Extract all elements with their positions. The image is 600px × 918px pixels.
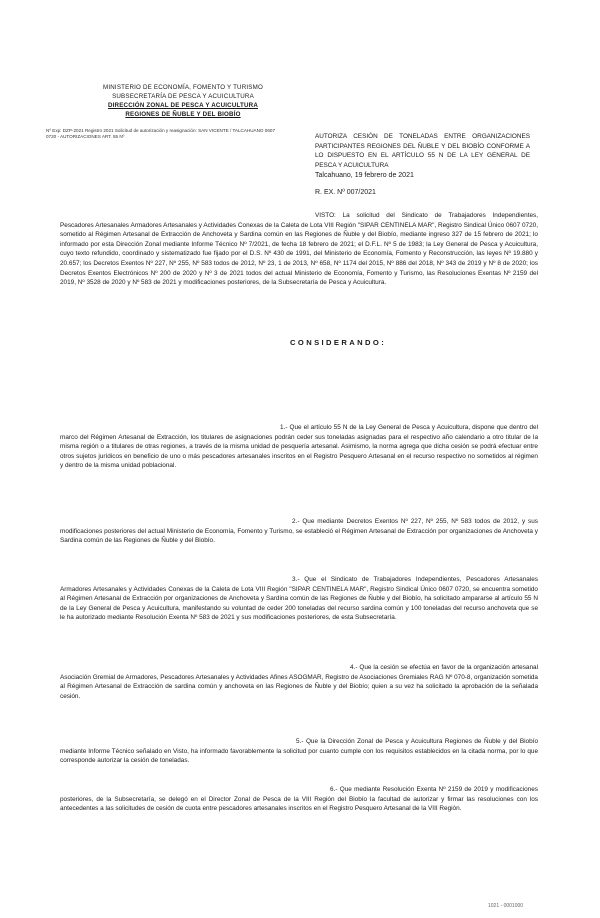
date-line: Talcahuano, 19 febrero de 2021 <box>315 172 414 179</box>
ministry-line: MINISTERIO DE ECONOMÍA, FOMENTO Y TURISMO <box>102 84 264 91</box>
considerando-point: 2.- Que mediante Decretos Exentos Nº 227, Nº 255, Nº 583 todos de 2012, y sus modificaciones posteriores del actual Ministerio de Economía, Fomento y Turismo, se estableció el Régimen Artesanal de Extracción por organizaciones de Anchoveta y Sardina común de las Regiones de Ñuble y del Biobío. <box>60 518 538 545</box>
resolution-number: R. EX. Nº 007/2021 <box>315 189 376 196</box>
considerando-point: 3.- Que el Sindicato de Trabajadores Independientes, Pescadores Artesanales Armadores Artesanales y Actividades Conexas de la Caleta de Lota VIII Región "SIPAR CENTINELA MAR", Registro Sindical Único 0607 0720, se encuentra sometido al Régimen Artesanal de Extracción por organizaciones de Anchoveta y Sardina común de las Regiones de Ñuble y del Biobío, ha solicitado ampararse al artículo 55 N de la Ley General de Pesca y Acuicultura, manifestando su voluntad de ceder 200 toneladas del recurso sardina común y 100 toneladas del recurso anchoveta que se le ha autorizado mediante Resolución Exenta Nº 583 de 2021 y sus modificaciones posteriores, de esta Subsecretaría. <box>60 576 538 622</box>
reference-note: Nº Exp: DZP-2021 Registro 2021 Solicitud de autorización y reasignación: SAN VICENTE / TALCAHUANO 0607 0720 - AUTORIZACIONES ART. 55 Nº <box>46 128 276 139</box>
subsecretaria-line: SUBSECRETARÍA DE PESCA Y ACUICULTURA <box>112 93 254 100</box>
regiones-line: REGIONES DE ÑUBLE Y DEL BIOBÍO <box>125 111 241 118</box>
page-footer: 1021 - 0001000 <box>488 903 524 909</box>
considerando-point: 1.- Que el artículo 55 N de la Ley General de Pesca y Acuicultura, dispone que dentro del marco del Régimen Artesanal de Extracción, los titulares de asignaciones podrán ceder sus toneladas asignadas para el respectivo año calendario a otro titular de la misma región o a titulares de otras regiones, a través de la misma unidad de pesquería artesanal. Asimismo, la norma agrega que dicha cesión se podrá efectuar entre otros sujetos jurídicos en beneficio de uno o más pescadores artesanales inscritos en el Registro Pesquero Artesanal en el recurso respectivo no sometidos al régimen y dentro de la misma unidad poblacional. <box>60 424 538 470</box>
letterhead <box>58 83 308 119</box>
direccion-line: DIRECCIÓN ZONAL DE PESCA Y ACUICULTURA <box>107 102 259 109</box>
considerando-point: 6.- Que mediante Resolución Exenta Nº 2159 de 2019 y modificaciones posteriores, de la Subsecretaría, se delegó en el Director Zonal de Pesca de la VIII Región del Biobío la facultad de autorizar y firmar las resoluciones con los antecedentes a las solicitudes de cesión de cuota entre pescadores artesanales inscritos en el Registro Pesquero Artesanal de la VIII Región. <box>60 786 538 813</box>
considerando-point: 4.- Que la cesión se efectúa en favor de la organización artesanal Asociación Gremial de Armadores, Pescadores Artesanales y Actividades Afines ASOGMAR, Registro de Asociaciones Gremiales RAG Nº 070-8, organización sometida al Régimen Artesanal de Extracción de sardina común y anchoveta en las Regiones de Ñuble y del Biobío; quien a su vez ha solicitado la aprobación de la señalada cesión. <box>60 664 538 700</box>
considerando-heading: CONSIDERANDO: <box>290 338 387 347</box>
visto-paragraph: VISTO: La solicitud del Sindicato de Trabajadores Independientes, Pescadores Artesanales Armadores Artesanales y Actividades Conexas de la Caleta de Lota VIII Región "SIPAR CENTINELA MAR", Registro Sindical Único 0607 0720, sometido al Régimen Artesanal de Extracción de Anchoveta y Sardina común en las Regiones de Ñuble y del Biobío, mediante ingreso 327 de 15 febrero de 2021; lo informado por esta Dirección Zonal mediante Informe Técnico Nº 7/2021, de fecha 18 febrero de 2021; el D.F.L. Nº 5 de 1983; la Ley General de Pesca y Acuicultura, cuyo texto refundido, coordinado y sistematizado fue fijado por el D.S. Nº 430 de 1991, del Ministerio de Economía, Fomento y Reconstrucción, las leyes Nº 19.880 y 20.657; los Decretos Exentos Nº 227, Nº 255, Nº 583 todos de 2012, Nº 23, 1 de 2013, Nº 658, Nº 1174 del 2015, Nº 886 del 2018, Nº 343 de 2019 y Nº 8 de 2020; los Decretos Exentos Electrónicos Nº 200 de 2020 y Nº 3 de 2021 todos del actual Ministerio de Economía, Fomento y Turismo, las Resoluciones Exentas Nº 2159 del 2019, Nº 3528 de 2020 y Nº 583 de 2021 y modificaciones posteriores, de la Subsecretaría de Pesca y Acuicultura. <box>60 212 538 287</box>
considerando-point: 5.- Que la Dirección Zonal de Pesca y Acuicultura Regiones de Ñuble y del Biobío mediante Informe Técnico señalado en Visto, ha informado favorablemente la solicitud por cuanto cumple con los requisitos establecidos en la citada norma, por lo que corresponde autorizar la cesión de toneladas. <box>60 738 538 765</box>
subject-block: AUTORIZA CESIÓN DE TONELADAS ENTRE ORGANIZACIONES PARTICIPANTES REGIONES DEL ÑUBLE Y DEL BIOBÍO CONFORME A LO DISPUESTO EN EL ARTÍCULO 55 N DE LA LEY GENERAL DE PESCA Y ACUICULTURA <box>315 133 530 169</box>
